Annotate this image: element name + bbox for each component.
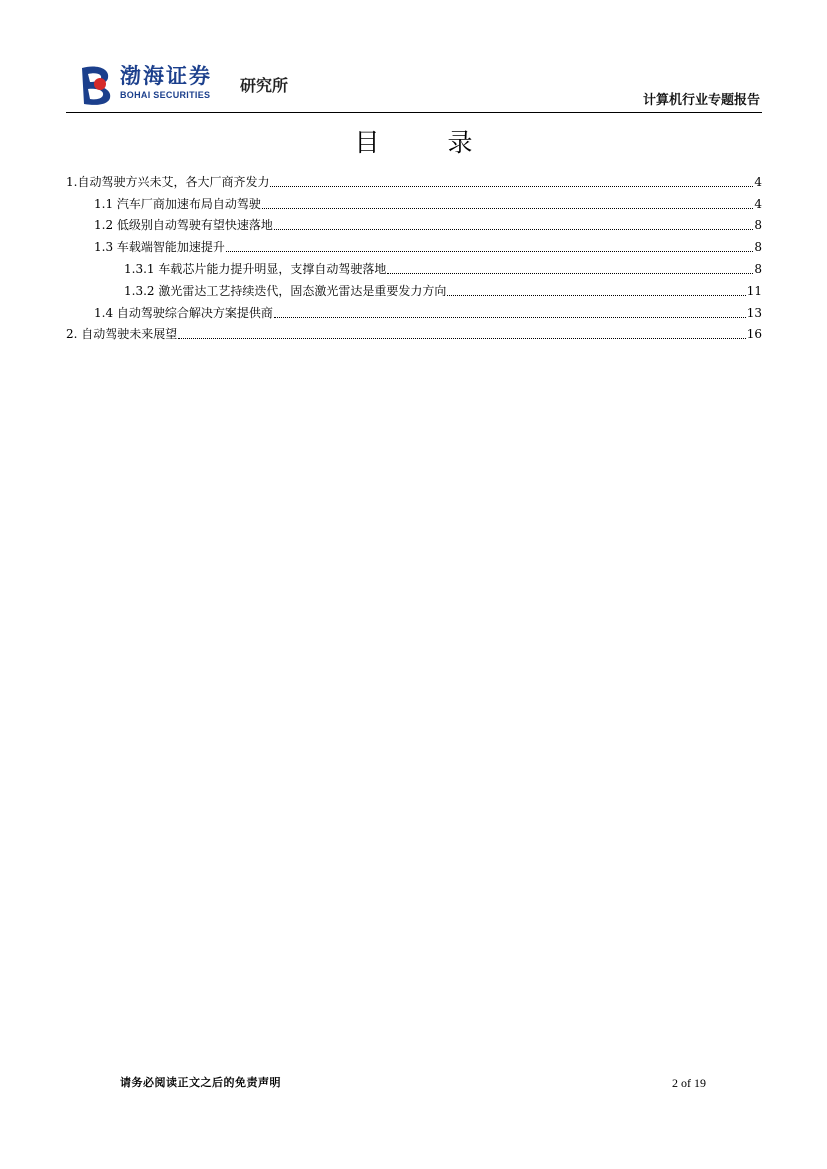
toc-leader-dots: [274, 316, 746, 318]
toc-entry-page: 4: [754, 196, 762, 211]
toc-entry[interactable]: [66, 212, 762, 234]
toc-entry-page: 8: [754, 261, 762, 276]
toc-entry[interactable]: [66, 255, 762, 277]
toc-entry-page: 4: [754, 174, 762, 189]
toc-leader-dots: [447, 294, 745, 296]
toc-entry-label: 1.自动驾驶方兴未艾，各大厂商齐发力: [66, 174, 270, 189]
toc-entry-label: 1.3.2 激光雷达工艺持续迭代，固态激光雷达是重要发力方向: [124, 283, 447, 298]
toc-leader-dots: [387, 272, 753, 274]
institute-label: 研究所: [240, 76, 289, 95]
toc-entry-page: 8: [754, 240, 762, 255]
page-indicator: 2 of 19: [672, 1076, 706, 1090]
toc-entry[interactable]: [66, 321, 762, 343]
toc-entry-page: 11: [746, 283, 762, 298]
toc-entry-label: 1.4 自动驾驶综合解决方案提供商: [94, 305, 273, 320]
disclaimer-note: 请务必阅读正文之后的免责声明: [120, 1076, 281, 1089]
logo-english-text: BOHAI SECURITIES: [120, 90, 211, 100]
page-header: [66, 60, 762, 113]
toc-entry[interactable]: [66, 277, 762, 299]
toc-title: 目 录: [354, 128, 503, 157]
toc-entry[interactable]: [66, 299, 762, 321]
toc-leader-dots: [262, 207, 753, 209]
toc-entry-label: 1.2 低级别自动驾驶有望快速落地: [94, 218, 273, 233]
bohai-logo-icon: [78, 64, 114, 106]
header-divider: [66, 112, 762, 113]
table-of-contents: [66, 168, 762, 342]
toc-leader-dots: [226, 250, 753, 252]
toc-entry-page: 13: [746, 305, 762, 320]
toc-entry-page: 16: [746, 327, 762, 342]
toc-entry[interactable]: [66, 190, 762, 212]
toc-entry-label: 1.1 汽车厂商加速布局自动驾驶: [94, 196, 261, 211]
report-type-label: 计算机行业专题报告: [642, 93, 760, 108]
toc-entry[interactable]: [66, 233, 762, 255]
toc-entry-label: 2. 自动驾驶未来展望: [66, 327, 178, 342]
bohai-securities-logo: [78, 64, 308, 106]
toc-leader-dots: [178, 337, 745, 339]
toc-entry-label: 1.3 车载端智能加速提升: [94, 240, 225, 255]
toc-leader-dots: [270, 185, 753, 187]
toc-leader-dots: [274, 228, 753, 230]
toc-entry-page: 8: [754, 218, 762, 233]
logo-chinese-text: 渤海证券: [120, 63, 212, 88]
toc-entry[interactable]: [66, 168, 762, 190]
toc-entry-label: 1.3.1 车载芯片能力提升明显，支撑自动驾驶落地: [124, 261, 387, 276]
